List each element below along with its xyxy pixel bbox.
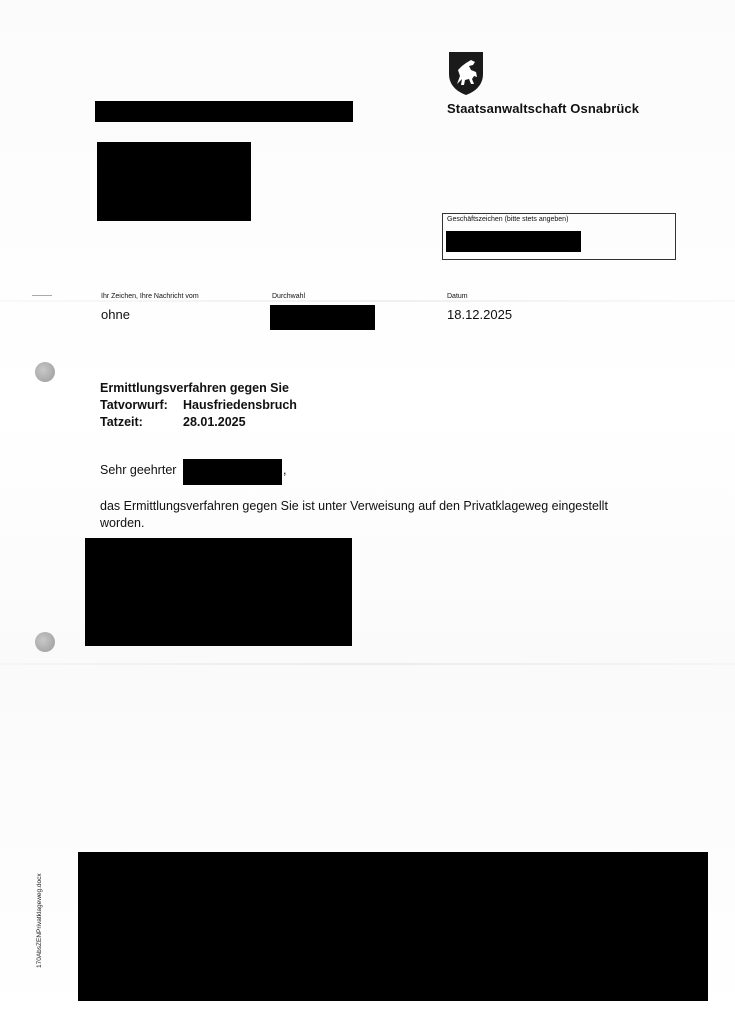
fold-mark xyxy=(32,295,52,296)
charge-label: Tatvorwurf: xyxy=(100,398,168,412)
lower-saxony-horse-crest-icon xyxy=(447,50,485,96)
punch-hole xyxy=(35,632,55,652)
redacted-paragraph xyxy=(85,538,352,646)
paper-fold xyxy=(0,300,735,302)
paper-fold xyxy=(0,663,735,665)
reference-number-label: Geschäftszeichen (bitte stets angeben) xyxy=(447,216,569,223)
your-reference-value: ohne xyxy=(101,307,130,322)
redacted-recipient-address xyxy=(97,142,251,221)
redacted-sender-line xyxy=(95,101,353,122)
authority-name: Staatsanwaltschaft Osnabrück xyxy=(447,101,640,116)
charge-value: Hausfriedensbruch xyxy=(183,398,297,412)
offense-date-label: Tatzeit: xyxy=(100,415,143,429)
date-value: 18.12.2025 xyxy=(447,307,513,322)
offense-date-value: 28.01.2025 xyxy=(183,415,246,429)
redacted-footer-block xyxy=(78,852,708,1001)
phone-extension-label: Durchwahl xyxy=(272,293,306,300)
salutation: Sehr geehrter xyxy=(100,463,177,477)
redacted-reference-number xyxy=(446,231,581,252)
your-reference-label: Ihr Zeichen, Ihre Nachricht vom xyxy=(101,293,199,300)
punch-hole xyxy=(35,362,55,382)
subject-line: Ermittlungsverfahren gegen Sie xyxy=(100,381,289,395)
body-paragraph-line: worden. xyxy=(100,516,145,530)
body-paragraph-line: das Ermittlungsverfahren gegen Sie ist unter Verweisung auf den Privatklageweg eingestellt xyxy=(100,499,608,513)
side-filename: 170AbsZENPrivatklageweg.docx xyxy=(36,873,43,968)
salutation-comma: , xyxy=(283,463,287,477)
redacted-phone-extension xyxy=(270,305,375,330)
date-label: Datum xyxy=(447,293,468,300)
redacted-recipient-name xyxy=(183,459,282,485)
